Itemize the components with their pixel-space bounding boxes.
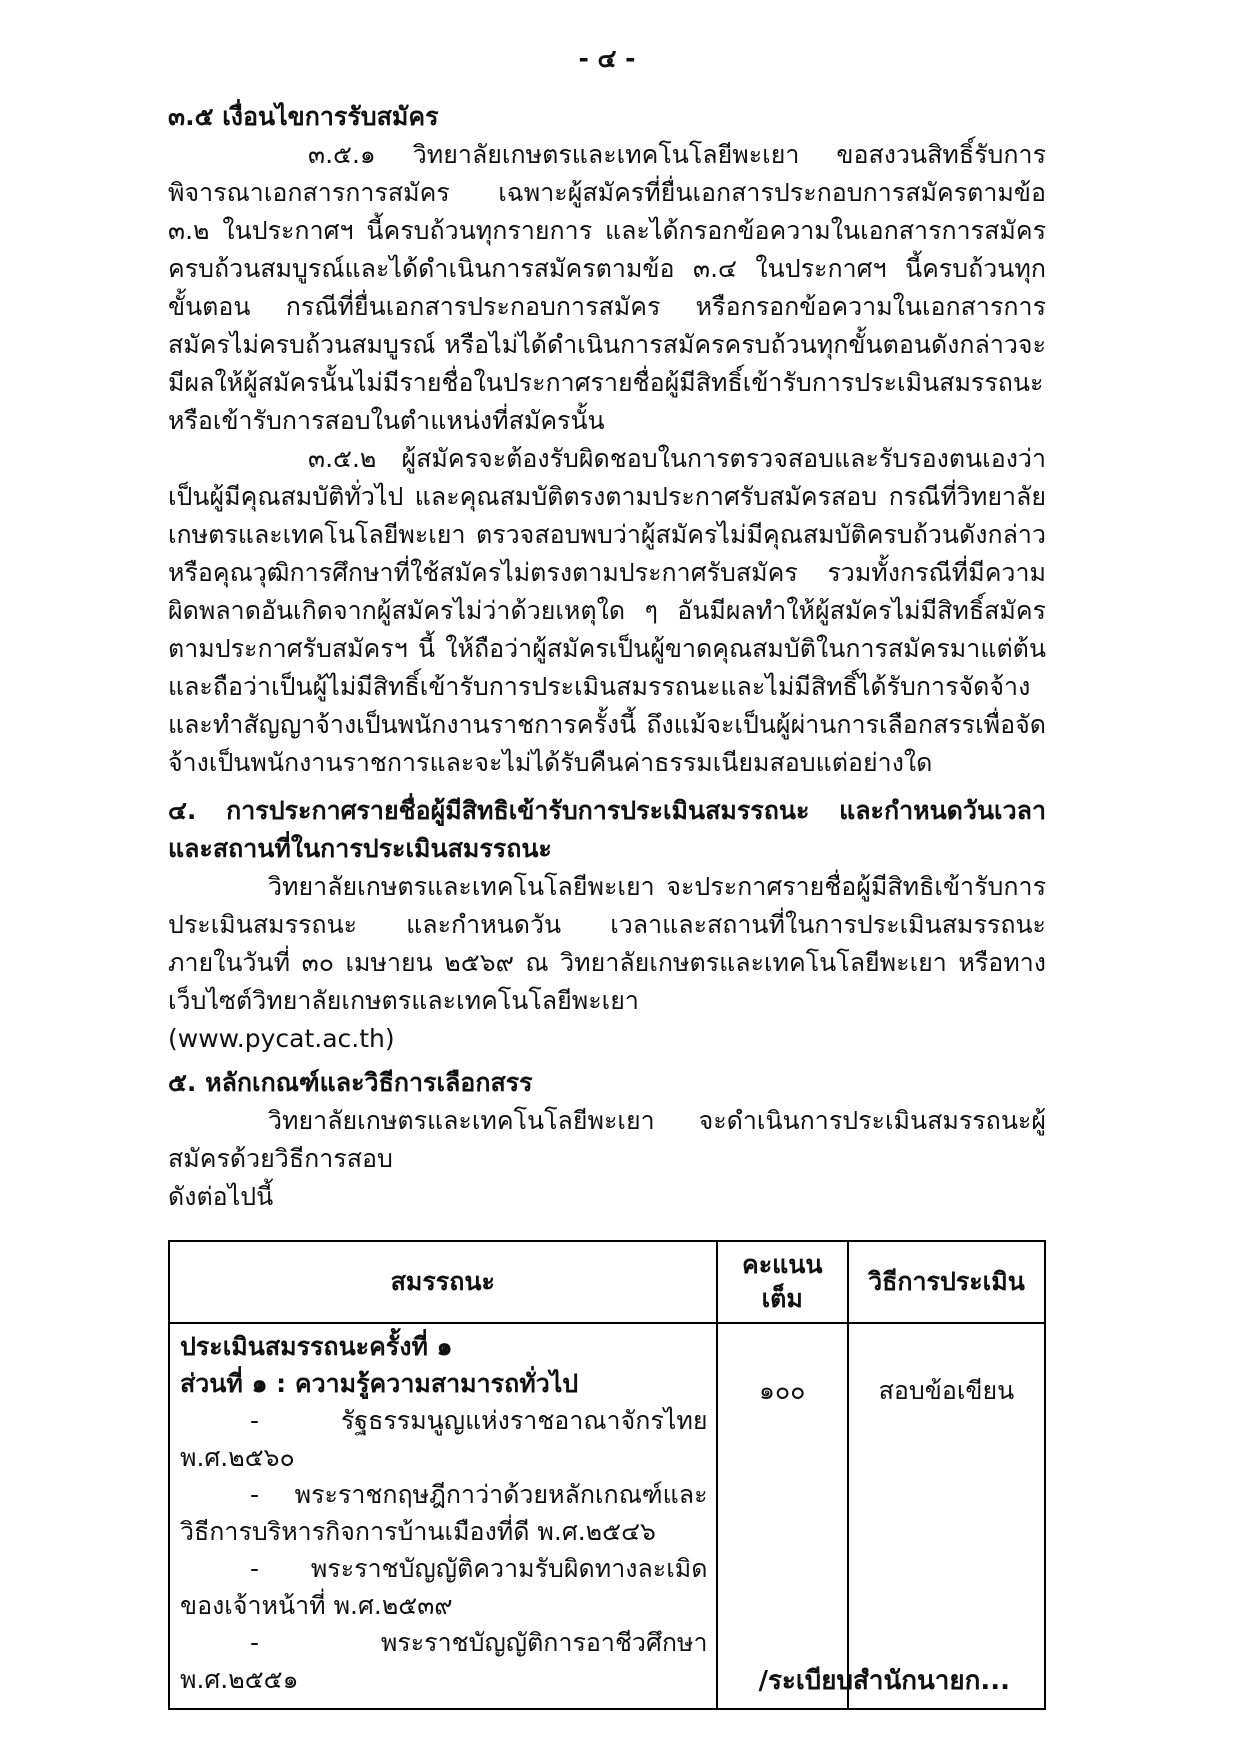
max-score-cell: ๑๐๐: [717, 1323, 848, 1709]
evaluation-method-cell: สอบข้อเขียน: [848, 1323, 1045, 1709]
continuation-note: /ระเบียบสำนักนายก...: [758, 1666, 1010, 1696]
clause-3-5-2-paragraph: ๓.๕.๒ ผู้สมัครจะต้องรับผิดชอบในการตรวจสอบและรับรองตนเองว่าเป็นผู้มีคุณสมบัติทั่วไป และคุณสมบัติตรงตามประกาศรับสมัครสอบ กรณีที่วิทยาลัยเกษตรและเทคโนโลยีพะเยา ตรวจสอบพบว่าผู้สมัครไม่มีคุณสมบัติครบถ้วนดังกล่าว หรือคุณวุฒิการศึกษาที่ใช้สมัครไม่ตรงตามประกาศรับสมัคร รวมทั้งกรณีที่มีความผิดพลาดอันเกิดจากผู้สมัครไม่ว่าด้วยเหตุใด ๆ อันมีผลทำให้ผู้สมัครไม่มีสิทธิ์สมัครตามประกาศรับสมัครฯ นี้ ให้ถือว่าผู้สมัครเป็นผู้ขาดคุณสมบัติในการสมัครมาแต่ต้น และถือว่าเป็นผู้ไม่มีสิทธิ์เข้ารับการประเมินสมรรถนะและไม่มีสิทธิ์ได้รับการจัดจ้างและทำสัญญาจ้างเป็นพนักงานราชการครั้งนี้ ถึงแม้จะเป็นผู้ผ่านการเลือกสรรเพื่อจัดจ้างเป็นพนักงานราชการและจะไม่ได้รับคืนค่าธรรมเนียมสอบแต่อย่างใด: [168, 444, 1046, 777]
college-website-text: (www.pycat.ac.th): [168, 1024, 395, 1053]
assessment-round-title: ประเมินสมรรถนะครั้งที่ ๑: [180, 1332, 453, 1361]
document-content: [168, 0, 1046, 1710]
law-topic-constitution: - รัฐธรรมนูญแห่งราชอาณาจักรไทย พ.ศ.๒๕๖๐: [180, 1406, 708, 1472]
col-header-max-score: คะแนนเต็ม: [717, 1241, 848, 1323]
law-topic-royal-decree: - พระราชกฤษฎีกาว่าด้วยหลักเกณฑ์และวิธีการบริหารกิจการบ้านเมืองที่ดี พ.ศ.๒๕๔๖: [180, 1480, 708, 1546]
competency-cell: [169, 1323, 717, 1709]
table-header-row: [169, 1241, 1045, 1323]
section-criteria-paragraph-continuation: ดังต่อไปนี้: [168, 1182, 274, 1211]
section-announcement-heading: ๔. การประกาศรายชื่อผู้มีสิทธิเข้ารับการประเมินสมรรถนะ และกำหนดวันเวลา และสถานที่ในการประเมินสมรรถนะ: [168, 796, 1046, 863]
col-header-competency: สมรรถนะ: [169, 1241, 717, 1323]
law-topic-liability-act: - พระราชบัญญัติความรับผิดทางละเมิดของเจ้าหน้าที่ พ.ศ.๒๕๓๙: [180, 1554, 708, 1620]
assessment-table-body: [169, 1323, 1045, 1709]
section-conditions-heading: ๓.๕ เงื่อนไขการรับสมัคร: [168, 102, 439, 131]
assessment-table: [168, 1240, 1046, 1710]
page-number: - ๔ -: [578, 44, 636, 73]
section-criteria-paragraph: วิทยาลัยเกษตรและเทคโนโลยีพะเยา จะดำเนินการประเมินสมรรถนะผู้สมัครด้วยวิธีการสอบ: [168, 1106, 1046, 1173]
section-announcement-paragraph: วิทยาลัยเกษตรและเทคโนโลยีพะเยา จะประกาศรายชื่อผู้มีสิทธิเข้ารับการประเมินสมรรถนะ และกำหนดวัน เวลาและสถานที่ในการประเมินสมรรถนะ ภายในวันที่ ๓๐ เมษายน ๒๕๖๙ ณ วิทยาลัยเกษตรและเทคโนโลยีพะเยา หรือทางเว็บไซต์วิทยาลัยเกษตรและเทคโนโลยีพะเยา: [168, 872, 1046, 1015]
assessment-part-title: ส่วนที่ ๑ : ความรู้ความสามารถทั่วไป: [180, 1369, 579, 1398]
assessment-table-header: [169, 1241, 1045, 1323]
table-row: [169, 1323, 1045, 1709]
clause-3-5-1-paragraph: ๓.๕.๑ วิทยาลัยเกษตรและเทคโนโลยีพะเยา ขอสงวนสิทธิ์รับการพิจารณาเอกสารการสมัคร เฉพาะผู้สมัครที่ยื่นเอกสารประกอบการสมัครตามข้อ ๓.๒ ในประกาศฯ นี้ครบถ้วนทุกรายการ และได้กรอกข้อความในเอกสารการสมัครครบถ้วนสมบูรณ์และได้ดำเนินการสมัครตามข้อ ๓.๔ ในประกาศฯ นี้ครบถ้วนทุกขั้นตอน กรณีที่ยื่นเอกสารประกอบการสมัคร หรือกรอกข้อความในเอกสารการสมัครไม่ครบถ้วนสมบูรณ์ หรือไม่ได้ดำเนินการสมัครครบถ้วนทุกขั้นตอนดังกล่าวจะมีผลให้ผู้สมัครนั้นไม่มีรายชื่อในประกาศรายชื่อผู้มีสิทธิ์เข้ารับการประเมินสมรรถนะหรือเข้ารับการสอบในตำแหน่งที่สมัครนั้น: [168, 140, 1046, 435]
law-topic-vocational-act: - พระราชบัญญัติการอาชีวศึกษา พ.ศ.๒๕๕๑: [180, 1628, 708, 1694]
col-header-method: วิธีการประเมิน: [848, 1241, 1045, 1323]
section-criteria-heading: ๕. หลักเกณฑ์และวิธีการเลือกสรร: [168, 1068, 533, 1097]
